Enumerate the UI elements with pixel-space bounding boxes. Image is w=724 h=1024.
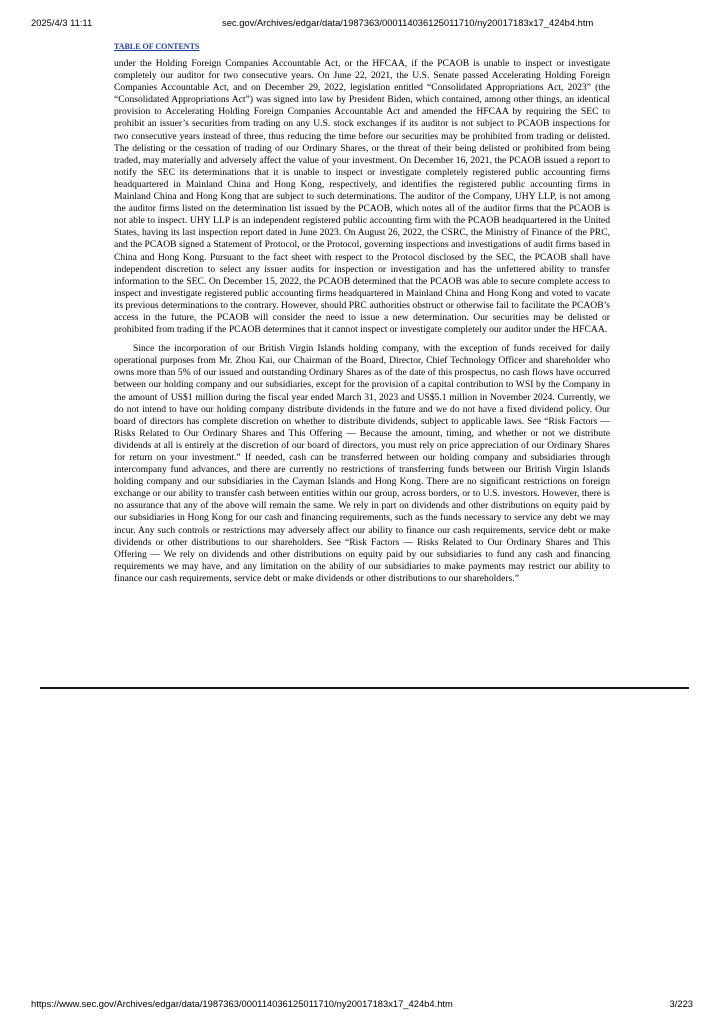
paragraph-cash-flows: Since the incorporation of our British Virgin Islands holding company, with the exception of funds received for daily operational purposes from Mr. Zhou Kai, our Chairman of the Board, Director, Chief Technology Officer and shareholder who owns more than 5% of our issued and outstanding Ordinary Shares as of the date of this prospectus, no cash flows have occurred between our holding company and our subsidiaries, except for the provision of a capital contribution to WSI by the Company in the amount of US$1 million during the fiscal year ended March 31, 2023 and US$5.1 million in November 2024. Currently, we do not intend to have our holding company distribute dividends in the future and we do not have a fixed dividend policy. Our board of directors has complete discretion on whether to distribute dividends, subject to applicable laws. See “Risk Factors — Risks Related to Our Ordinary Shares and This Offering — Because the amount, timing, and whether or not we distribute dividends at all is entirely at the discretion of our board of directors, you must rely on price appreciation of our Ordinary Shares for return on your investment.” If needed, cash can be transferred between our holding company and subsidiaries through intercompany fund advances, and there are currently no restrictions of transferring funds between our British Virgin Islands holding company and our subsidiaries in the Cayman Islands and Hong Kong. There are no significant restrictions on foreign exchange or our ability to transfer cash between entities within our group, across borders, or to U.S. investors. However, there is no assurance that any of the above will remain the same. We rely in part on dividends and other distributions on equity paid by our subsidiaries in Hong Kong for our cash and financing requirements, such as the funds necessary to service any debt we may incur. Any such controls or restrictions may adversely affect our ability to finance our cash requirements, service debt or make dividends or other distributions to our shareholders. See “Risk Factors — Risks Related to Our Ordinary Shares and This Offering — We rely on dividends and other distributions on equity paid by our subsidiaries to fund any cash and financing requirements we may have, and any limitation on the ability of our subsidiaries to make payments may restrict our ability to finance our cash requirements, service debt or make dividends or other distributions to our shareholders.” <box>114 343 610 584</box>
page-divider <box>40 687 689 689</box>
print-header <box>31 17 693 31</box>
print-page-title: sec.gov/Archives/edgar/data/1987363/000114036125011710/ny20017183x17_424b4.htm <box>222 17 594 28</box>
paragraph-hfcaa: under the Holding Foreign Companies Accountable Act, or the HFCAA, if the PCAOB is unable to inspect or investigate completely our auditor for two consecutive years. On June 22, 2021, the U.S. Senate passed Accelerating Holding Foreign Companies Accountable Act, and on December 29, 2022, legislation entitled “Consolidated Appropriations Act, 2023” (the “Consolidated Appropriations Act”) was signed into law by President Biden, which contained, among other things, an identical provision to Accelerating Holding Foreign Companies Accountable Act and amended the HFCAA by requiring the SEC to prohibit an issuer’s securities from trading on any U.S. stock exchanges if its auditor is not subject to PCAOB inspections for two consecutive years instead of three, thus reducing the time before our securities may be prohibited from trading or delisted. The delisting or the cessation of trading of our Ordinary Shares, or the threat of their being delisted or prohibited from being traded, may materially and adversely affect the value of your investment. On December 16, 2021, the PCAOB issued a report to notify the SEC its determinations that it is unable to inspect or investigate completely registered public accounting firms headquartered in Mainland China and Hong Kong, respectively, and identifies the registered public accounting firms in Mainland China and Hong Kong that are subject to such determinations. The auditor of the Company, UHY LLP, is not among the auditor firms listed on the determination list issued by the PCAOB, which notes all of the auditor firms that the PCAOB is not able to inspect. UHY LLP is an independent registered public accounting firm with the PCAOB headquartered in the United States, having its last inspection report dated in June 2023. On August 26, 2022, the CSRC, the Ministry of Finance of the PRC, and the PCAOB signed a Statement of Protocol, or the Protocol, governing inspections and investigations of audit firms based in China and Hong Kong. Pursuant to the fact sheet with respect to the Protocol disclosed by the SEC, the PCAOB shall have independent discretion to select any issuer audits for inspection or investigation and has the unfettered ability to transfer information to the SEC. On December 15, 2022, the PCAOB determined that the PCAOB was able to secure complete access to inspect and investigate registered public accounting firms headquartered in Mainland China and Hong Kong and voted to vacate its previous determinations to the contrary. However, should PRC authorities obstruct or otherwise fail to facilitate the PCAOB’s access in the future, the PCAOB will consider the need to issue a new determination. Our securities may be delisted or prohibited from trading if the PCAOB determines that it cannot inspect or investigate completely our auditor under the HFCAA. <box>114 58 610 336</box>
print-url: https://www.sec.gov/Archives/edgar/data/1987363/000114036125011710/ny20017183x17_424b4.htm <box>31 998 453 1009</box>
document-body <box>114 58 610 585</box>
print-datetime: 2025/4/3 11:11 <box>31 17 93 28</box>
print-footer <box>31 998 693 1012</box>
table-of-contents-link[interactable]: TABLE OF CONTENTS <box>114 42 200 51</box>
print-page-number: 3/223 <box>669 998 693 1009</box>
